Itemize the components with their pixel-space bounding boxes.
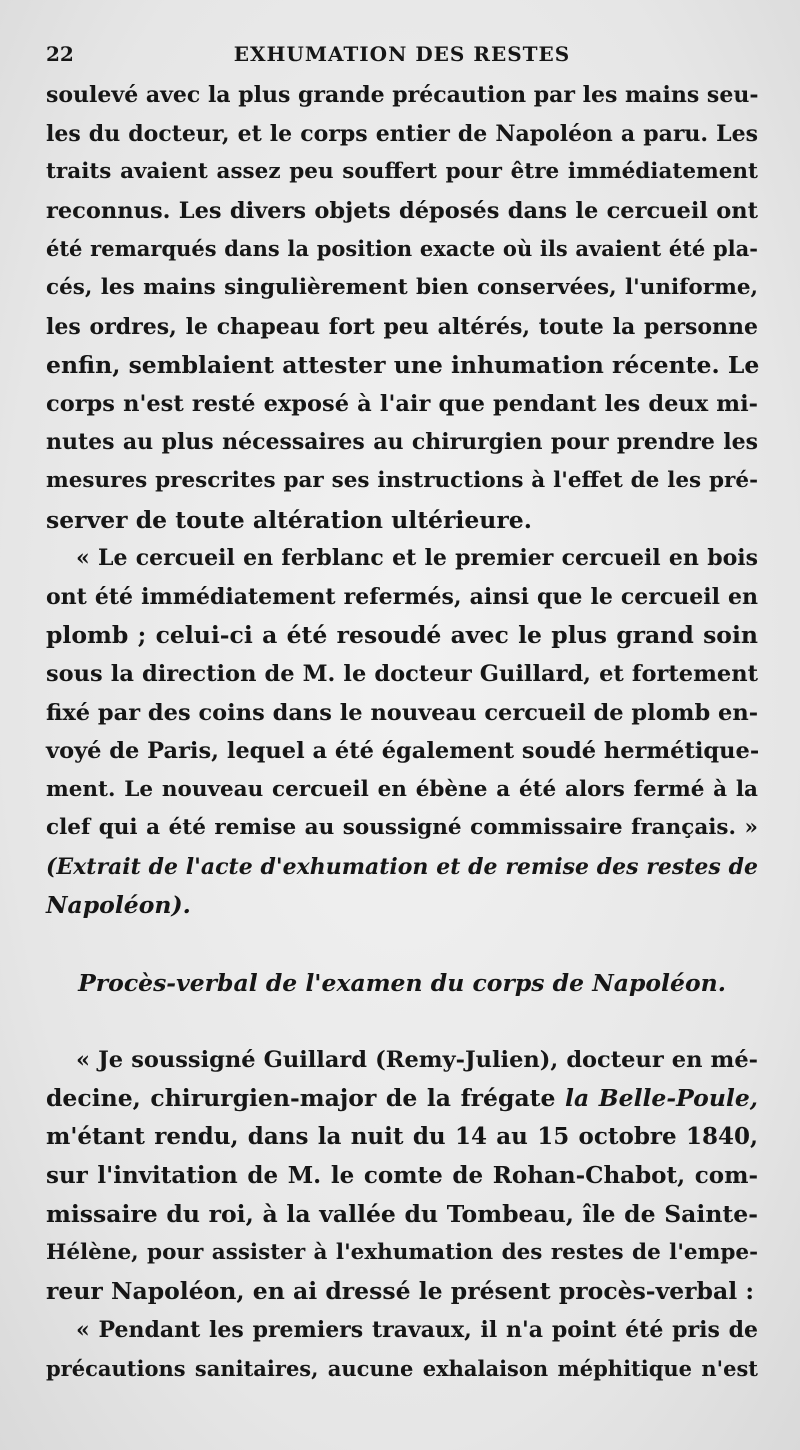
- text-line: précautions sanitaires, aucune exhalaison méphitique n'est: [46, 1355, 758, 1381]
- text-line: corps n'est resté exposé à l'air que pendant les deux mi-: [46, 390, 758, 417]
- text-line: Hélène, pour assister à l'exhumation des restes de l'empe-: [46, 1239, 758, 1265]
- running-title: EXHUMATION DES RESTES: [233, 42, 571, 66]
- text-line: « Je soussigné Guillard (Remy-Julien), docteur en mé-: [76, 1046, 758, 1073]
- page-header: [46, 42, 758, 70]
- text-line: sur l'invitation de M. le comte de Rohan-Chabot, com-: [46, 1161, 758, 1189]
- text-line: cés, les mains singulièrement bien conservées, l'uniforme,: [46, 274, 758, 300]
- text-line: traits avaient assez peu souffert pour être immédiatement: [46, 159, 758, 185]
- text-line: « Le cercueil en ferblanc et le premier cercueil en bois: [76, 545, 758, 572]
- spacer: [46, 1002, 758, 1041]
- text-line: ment. Le nouveau cercueil en ébène a été alors fermé à la: [46, 776, 758, 802]
- text-line: server de toute altération ultérieure.: [46, 505, 532, 534]
- section-title: Procès-verbal de l'examen du corps de Napoléon.: [78, 968, 726, 997]
- text-line: fixé par des coins dans le nouveau cercueil de plomb en-: [46, 699, 759, 726]
- citation-line: (Extrait de l'acte d'exhumation et de remise des restes de: [46, 853, 758, 880]
- text-line: [46, 1079, 758, 1118]
- text-line: reconnus. Les divers objets déposés dans le cercueil ont: [46, 197, 758, 224]
- text-line: soulevé avec la plus grande précaution par les mains seu-: [46, 82, 759, 108]
- text-line: ont été immédiatement refermés, ainsi que le cercueil en: [46, 583, 758, 610]
- text-line: missaire du roi, à la vallée du Tombeau, île de Sainte-: [46, 1200, 758, 1229]
- text-line: les ordres, le chapeau fort peu altérés, toute la personne: [46, 313, 758, 340]
- body-text: [46, 76, 758, 1388]
- text-line: nutes au plus nécessaires au chirurgien pour prendre les: [46, 429, 758, 456]
- page-number: 22: [46, 42, 74, 66]
- text-line: reur Napoléon, en ai dressé le présent procès-verbal :: [46, 1277, 754, 1306]
- text-line: « Pendant les premiers travaux, il n'a point été pris de: [76, 1317, 758, 1343]
- text-line: m'étant rendu, dans la nuit du 14 au 15 octobre 1840,: [46, 1123, 758, 1151]
- spacer: [46, 925, 758, 964]
- text-line: voyé de Paris, lequel a été également soudé hermétique-: [46, 738, 760, 765]
- text-line: clef qui a été remise au soussigné commissaire français. »: [46, 815, 758, 841]
- text-run: decine, chirurgien-major de la frégate: [46, 1084, 566, 1113]
- text-line: sous la direction de M. le docteur Guillard, et fortement: [46, 660, 758, 687]
- text-line: mesures prescrites par ses instructions à l'effet de les pré-: [46, 467, 758, 493]
- text-line: été remarqués dans la position exacte où ils avaient été pla-: [46, 236, 758, 262]
- text-line: enfin, semblaient attester une inhumation récente. Le: [46, 351, 760, 380]
- text-line: plomb ; celui-ci a été resoudé avec le plus grand soin: [46, 621, 758, 650]
- citation-line: Napoléon).: [46, 891, 191, 920]
- ship-name: la Belle-Poule,: [565, 1084, 758, 1113]
- text-line: les du docteur, et le corps entier de Napoléon a paru. Les: [46, 120, 758, 147]
